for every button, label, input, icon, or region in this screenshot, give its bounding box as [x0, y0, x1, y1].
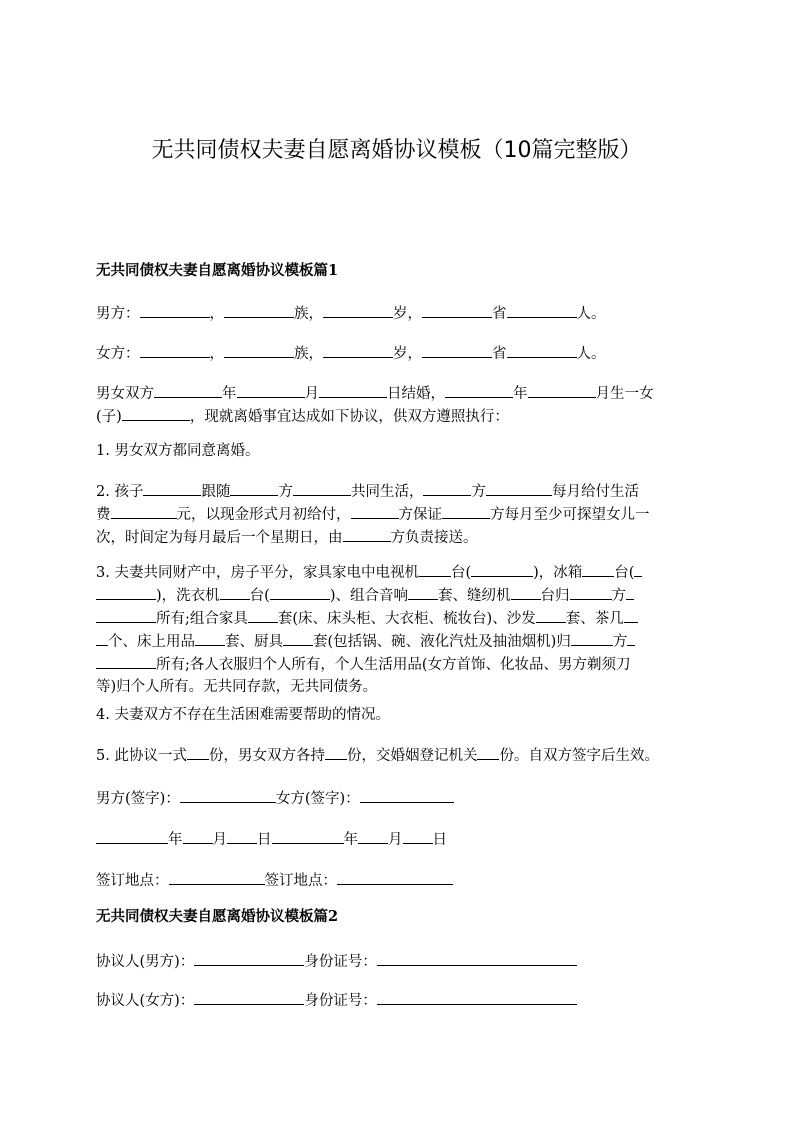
blank: [511, 584, 541, 600]
text: 方每月至少可探望女儿一: [490, 507, 650, 523]
text: 套、厨具: [225, 634, 283, 650]
blank: [570, 584, 612, 600]
blank: [486, 480, 552, 496]
blank: [408, 584, 438, 600]
blank: [528, 382, 596, 398]
male-info-line: [96, 302, 698, 325]
signature-line: [96, 787, 698, 810]
blank: [293, 480, 351, 496]
blank: [626, 584, 634, 600]
text: 方保证: [398, 507, 442, 523]
separator: ，: [209, 306, 224, 322]
blank: [403, 828, 433, 844]
text: 5. 此协议一式: [96, 748, 187, 764]
female-age-blank: [323, 342, 393, 358]
item-3: [96, 561, 698, 698]
blank: [283, 630, 313, 646]
blank: [582, 561, 614, 577]
day-label: 日: [257, 832, 272, 848]
document-title: 无共同债权夫妻自愿离婚协议模板（10篇完整版）: [151, 138, 642, 163]
party-male-label: 协议人(男方)：: [96, 954, 195, 970]
blank: [122, 405, 190, 421]
year-label: 年: [343, 832, 358, 848]
text: 台(: [249, 588, 270, 604]
blank: [96, 584, 156, 600]
male-label: 男方：: [96, 306, 140, 322]
blank: [111, 503, 177, 519]
blank: [187, 744, 209, 760]
text: 年: [222, 386, 237, 402]
blank: [220, 584, 250, 600]
blank: [227, 828, 257, 844]
party-female-blank: [194, 989, 304, 1005]
place-blank: [169, 869, 265, 885]
separator: ，: [209, 346, 224, 362]
female-sign-label: 女方(签字)：: [275, 791, 360, 807]
text: 所有;组合家具: [156, 611, 248, 627]
blank: [445, 382, 513, 398]
id-blank: [377, 989, 577, 1005]
province-label: 省: [492, 306, 507, 322]
text: 跟随: [201, 484, 231, 500]
male-sign-label: 男方(签字)：: [96, 791, 180, 807]
month-label: 月: [388, 832, 403, 848]
blank: [471, 561, 533, 577]
date-line: [96, 828, 698, 851]
blank: [248, 607, 278, 623]
section-2-heading: 无共同债权夫妻自愿离婚协议模板篇2: [96, 908, 339, 925]
marriage-paragraph: [96, 382, 698, 428]
male-name-blank: [140, 302, 210, 318]
text: 方: [471, 484, 486, 500]
text: 方: [611, 588, 627, 604]
blank: [154, 382, 222, 398]
place-line: [96, 869, 698, 892]
text: 日结婚，: [387, 386, 445, 402]
blank: [183, 828, 213, 844]
text: 套、茶几: [565, 611, 624, 627]
place-label: 签订地点：: [96, 873, 169, 889]
id-label: 身份证号：: [304, 993, 377, 1009]
text: 方: [612, 634, 628, 650]
text: 每月给付生活: [551, 484, 639, 500]
item-4: 4. 夫妻双方不存在生活困难需要帮助的情况。: [96, 707, 390, 723]
blank: [237, 382, 305, 398]
party-female-line: [96, 989, 698, 1012]
female-province-blank: [422, 342, 492, 358]
blank: [96, 607, 156, 623]
text: 份，男女双方各持: [208, 748, 325, 764]
text: 2. 孩子: [96, 484, 144, 500]
blank: [423, 480, 471, 496]
blank: [195, 630, 225, 646]
text: 套(包括锅、碗、液化汽灶及抽油烟机)归: [313, 634, 571, 650]
text: 月: [304, 386, 319, 402]
text: 等)归个人所有。无共同存款，无共同债务。: [96, 679, 378, 695]
text: 所有;各人衣服归个人所有，个人生活用品(女方首饰、化妆品、男方剃须刀: [156, 657, 631, 673]
text: )，冰箱: [533, 565, 583, 581]
age-label: 岁，: [393, 346, 422, 362]
blank: [442, 503, 490, 519]
text: 3. 夫妻共同财产中，房子平分，家具家电中电视机: [96, 565, 419, 581]
text: 月生一女: [595, 386, 654, 402]
text: 个、床上用品: [108, 634, 195, 650]
ethnic-label: 族，: [294, 346, 323, 362]
item-1: 1. 男女双方都同意离婚。: [96, 443, 260, 459]
text: 台归: [540, 588, 570, 604]
month-label: 月: [212, 832, 227, 848]
blank: [319, 382, 387, 398]
blank: [627, 630, 635, 646]
blank: [624, 607, 638, 623]
year-label: 年: [168, 832, 183, 848]
blank: [536, 607, 566, 623]
text: 费: [96, 507, 111, 523]
blank: [272, 828, 344, 844]
age-label: 岁，: [393, 306, 422, 322]
male-age-blank: [323, 302, 393, 318]
female-label: 女方：: [96, 346, 140, 362]
item-2: [96, 480, 698, 549]
day-label: 日: [432, 832, 447, 848]
blank: [634, 561, 642, 577]
text: 台(: [614, 565, 635, 581]
place-label: 签订地点：: [264, 873, 337, 889]
blank: [96, 630, 108, 646]
text: 共同生活，: [350, 484, 424, 500]
id-blank: [377, 950, 577, 966]
blank: [270, 584, 330, 600]
party-male-blank: [194, 950, 304, 966]
blank: [230, 480, 278, 496]
female-name-blank: [140, 342, 210, 358]
person-label: 人。: [576, 346, 606, 362]
blank: [325, 744, 347, 760]
text: 年: [513, 386, 528, 402]
item-5: [96, 744, 698, 767]
text: 方负责接送。: [390, 530, 478, 546]
province-label: 省: [492, 346, 507, 362]
male-ethnic-blank: [224, 302, 294, 318]
place-blank: [337, 869, 453, 885]
female-info-line: [96, 342, 698, 365]
female-city-blank: [507, 342, 577, 358]
ethnic-label: 族，: [294, 306, 323, 322]
blank: [419, 561, 451, 577]
text: 台(: [450, 565, 472, 581]
text: 份，交婚姻登记机关: [346, 748, 478, 764]
male-province-blank: [422, 302, 492, 318]
female-sign-blank: [360, 787, 454, 803]
text: )，洗衣机: [156, 588, 220, 604]
id-label: 身份证号：: [304, 954, 377, 970]
person-label: 人。: [576, 306, 606, 322]
text: 男女双方: [96, 386, 154, 402]
female-ethnic-blank: [224, 342, 294, 358]
text: 套(床、床头柜、大衣柜、梳妆台)、沙发: [277, 611, 536, 627]
text: )、组合音响: [329, 588, 409, 604]
section-1-heading: 无共同债权夫妻自愿离婚协议模板篇1: [96, 262, 339, 279]
text: 套、缝纫机: [438, 588, 511, 604]
male-sign-blank: [180, 787, 276, 803]
blank: [96, 828, 168, 844]
blank: [143, 480, 201, 496]
blank: [343, 526, 391, 542]
text: 元，以现金形式月初给付，: [176, 507, 351, 523]
party-male-line: [96, 950, 698, 973]
text: 份。自双方签字后生效。: [499, 748, 659, 764]
blank: [477, 744, 499, 760]
male-city-blank: [507, 302, 577, 318]
blank: [96, 653, 156, 669]
text: ，现就离婚事宜达成如下协议，供双方遵照执行：: [189, 409, 509, 425]
text: (子): [96, 409, 122, 425]
text: 方: [278, 484, 293, 500]
blank: [358, 828, 388, 844]
text: 次，时间定为每月最后一个星期日，由: [96, 530, 343, 546]
blank: [351, 503, 399, 519]
blank: [571, 630, 613, 646]
party-female-label: 协议人(女方)：: [96, 993, 195, 1009]
